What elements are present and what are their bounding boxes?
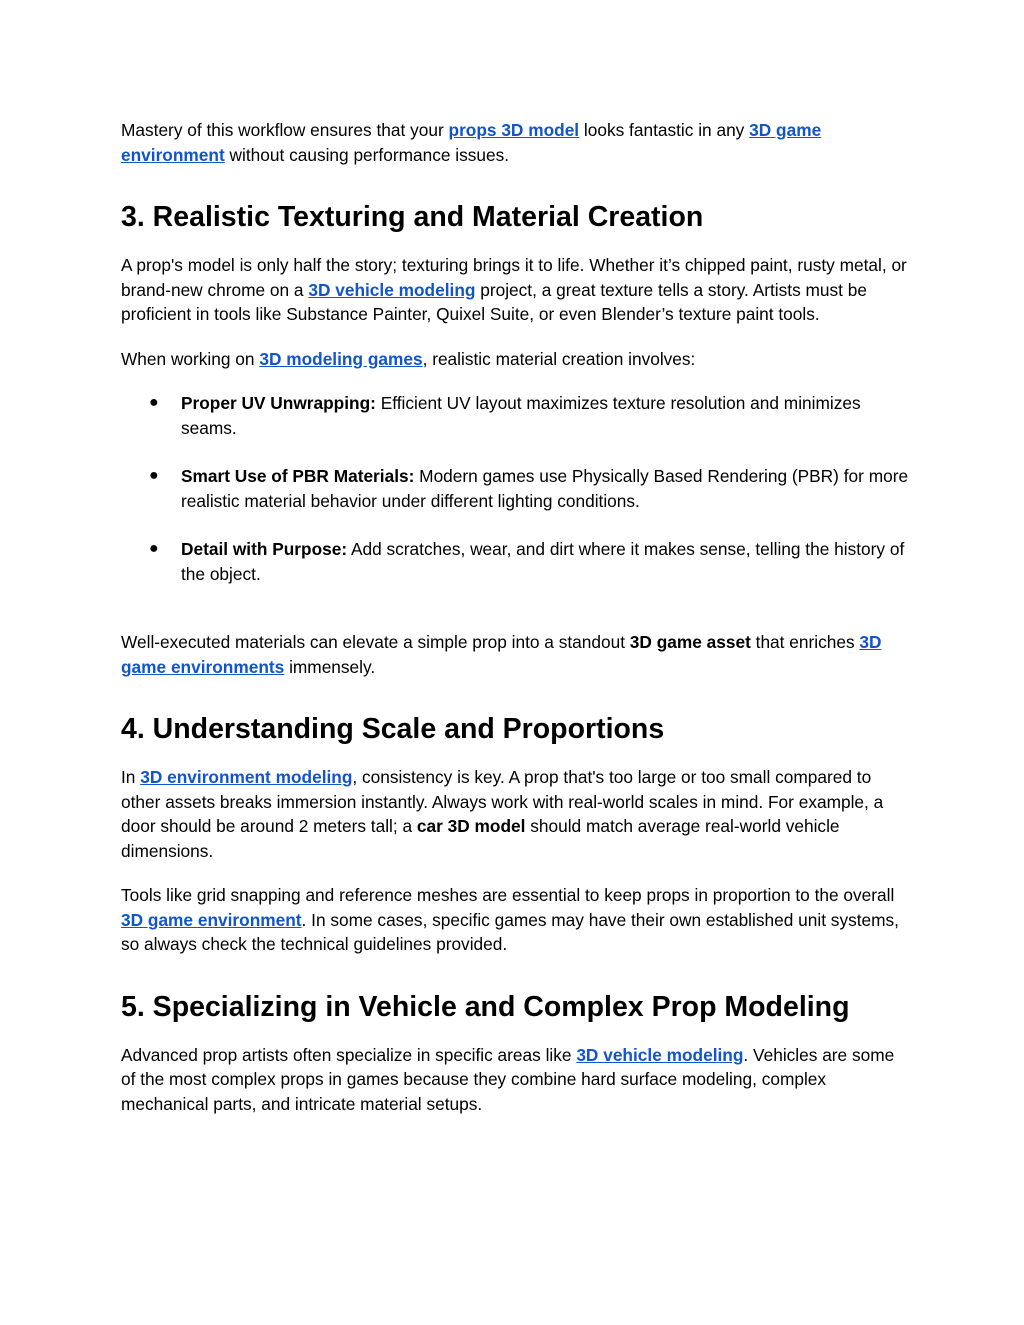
intro-text: Mastery of this workflow ensures that your (121, 120, 449, 140)
list-item (121, 464, 911, 513)
paragraph-text: . In some cases, specific games may have their own established unit systems, so always check the technical guidelines provided. (121, 909, 899, 954)
paragraph-text: . Vehicles are some of the most complex props in games because they combine hard surface modeling, complex mechanical parts, and intricate material setups. (121, 1044, 895, 1114)
bullet-icon: ● (149, 394, 159, 411)
3d-environment-modeling-link[interactable]: 3D environment modeling (140, 767, 353, 787)
paragraph-text: Well-executed materials can elevate a simple prop into a standout (121, 632, 630, 652)
paragraph-text: project, a great texture tells a story. Artists must be proficient in tools like Substance Painter, Quixel Suite, or even Blender’s texture paint tools. (121, 279, 867, 324)
document-body (121, 118, 911, 1116)
list-item-text: Efficient UV layout maximizes texture resolution and minimizes seams. (181, 393, 861, 438)
paragraph-text: Advanced prop artists often specialize in specific areas like (121, 1044, 577, 1065)
paragraph-text: that enriches (750, 632, 860, 652)
3d-game-environment-link-2[interactable]: 3D game environment (121, 909, 302, 930)
paragraph-text: immensely. (284, 656, 376, 677)
paragraph-text: , realistic material creation involves: (422, 348, 696, 369)
paragraph-text: should match average real-world vehicle dimensions. (121, 816, 840, 861)
section-4-heading: 4. Understanding Scale and Proportions (121, 713, 665, 745)
section-5-heading: 5. Specializing in Vehicle and Complex Prop Modeling (121, 990, 850, 1023)
bullet-icon: ● (149, 467, 159, 484)
bullet-icon: ● (149, 540, 159, 557)
paragraph-text: In (121, 767, 141, 787)
3d-game-environment-link[interactable]: 3D game environment (121, 120, 822, 165)
3d-modeling-games-link[interactable]: 3D modeling games (259, 348, 423, 369)
list-item (121, 537, 911, 586)
3d-vehicle-modeling-link[interactable]: 3D vehicle modeling (308, 279, 476, 300)
props-3d-model-link[interactable]: props 3D model (448, 120, 580, 140)
section-3-heading: 3. Realistic Texturing and Material Creation (121, 201, 704, 233)
section-5-paragraph-1 (121, 1043, 911, 1117)
intro-paragraph (121, 118, 911, 167)
list-item-title: Smart Use of PBR Materials: (181, 466, 415, 486)
intro-text: without causing performance issues. (224, 144, 510, 165)
list-item-text: Modern games use Physically Based Rendering (PBR) for more realistic material behavior under different lighting conditions. (181, 466, 909, 511)
3d-vehicle-modeling-link-2[interactable]: 3D vehicle modeling (576, 1044, 744, 1065)
list-item (121, 391, 911, 440)
list-item-text: Add scratches, wear, and dirt where it makes sense, telling the history of the object. (181, 539, 905, 584)
car-3d-model-bold: car 3D model (416, 816, 526, 836)
paragraph-text: , consistency is key. A prop that's too large or too small compared to other assets breaks immersion instantly. Always work with real-world scales in mind. For example, a door should be around 2 meters tall; a (121, 767, 884, 836)
section-3-paragraph-1 (121, 253, 911, 327)
paragraph-text: A prop's model is only half the story; texturing brings it to life. Whether it’s chipped paint, rusty metal, or brand-new chrome on a (121, 255, 907, 300)
3d-game-environments-link[interactable]: 3D game environments (121, 632, 882, 677)
section-4-paragraph-1 (121, 765, 911, 863)
section-3-paragraph-2 (121, 347, 911, 372)
list-item-title: Detail with Purpose: (181, 539, 348, 559)
list-item-title: Proper UV Unwrapping: (181, 393, 376, 413)
section-4-paragraph-2 (121, 883, 911, 957)
paragraph-text: When working on (121, 348, 260, 369)
paragraph-text: Tools like grid snapping and reference meshes are essential to keep props in proportion to the overall (121, 885, 895, 905)
intro-text: looks fantastic in any (579, 120, 750, 140)
3d-game-asset-bold: 3D game asset (629, 632, 751, 652)
material-creation-list (121, 391, 911, 586)
section-3-paragraph-3 (121, 630, 911, 679)
